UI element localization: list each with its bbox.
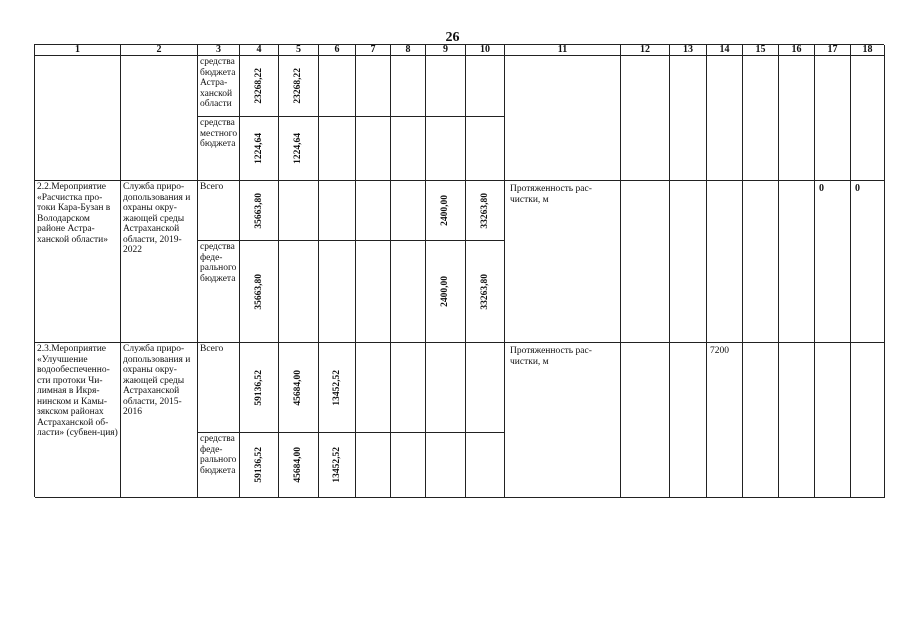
cont-col-2 (121, 56, 198, 181)
header-col-12: 12 (621, 45, 670, 56)
header-col-2: 2 (121, 45, 198, 56)
measure-2-2-total-col4: 35663,80 (240, 181, 279, 241)
header-col-1: 1 (35, 45, 121, 56)
header-col-3: 3 (198, 45, 240, 56)
measure-2-2-total-col9: 2400,00 (426, 181, 466, 241)
header-col-6: 6 (319, 45, 356, 56)
local-budget-col5: 1224,64 (279, 117, 319, 181)
cont-col-17 (815, 56, 851, 181)
measure-2-2-col15 (743, 181, 779, 343)
measure-2-2-name: 2.2.Мероприятие «Расчистка про-токи Кара-Бузан в Володарском районе Астра-ханской области» (35, 181, 121, 343)
header-col-11: 11 (505, 45, 621, 56)
cont-col-16 (779, 56, 815, 181)
measure-2-2-federal-col4: 35663,80 (240, 241, 279, 343)
measure-2-2-col17: 0 (815, 181, 851, 343)
measure-2-2-total-col10: 33263,80 (466, 181, 505, 241)
regional-budget-col9 (426, 56, 466, 117)
measure-2-3-federal-source: средства феде-рального бюджета (198, 433, 240, 498)
measure-2-3-indicator: Протяженность рас-чистки, м (505, 343, 621, 498)
measure-2-2-federal-col9: 2400,00 (426, 241, 466, 343)
regional-budget-col8 (391, 56, 426, 117)
measure-2-3-federal-col6: 13452,52 (319, 433, 356, 498)
measure-2-2-federal-source: средства феде-рального бюджета (198, 241, 240, 343)
cont-col-12 (621, 56, 670, 181)
measure-2-2-indicator: Протяженность рас-чистки, м (505, 181, 621, 343)
measure-2-2-federal-col10: 33263,80 (466, 241, 505, 343)
header-col-15: 15 (743, 45, 779, 56)
header-col-13: 13 (670, 45, 707, 56)
measure-2-3-federal-col5: 45684,00 (279, 433, 319, 498)
measure-2-3-federal-col7 (356, 433, 391, 498)
regional-budget-col6 (319, 56, 356, 117)
regional-budget-col10 (466, 56, 505, 117)
local-budget-source: средства местного бюджета (198, 117, 240, 181)
local-budget-col4: 1224,64 (240, 117, 279, 181)
local-budget-col9 (426, 117, 466, 181)
measure-2-3-total-col10 (466, 343, 505, 433)
measure-2-2-federal-col8 (391, 241, 426, 343)
header-col-9: 9 (426, 45, 466, 56)
header-col-7: 7 (356, 45, 391, 56)
budget-table (34, 44, 884, 497)
measure-2-3-total-source: Всего (198, 343, 240, 433)
measure-2-3-total-col8 (391, 343, 426, 433)
measure-2-2-col14 (707, 181, 743, 343)
cont-col-13 (670, 56, 707, 181)
measure-2-2-executor: Служба приро-допользования и охраны окру-жающей среды Астраханской области, 2019-2022 (121, 181, 198, 343)
measure-2-2-total-col7 (356, 181, 391, 241)
header-col-16: 16 (779, 45, 815, 56)
measure-2-3-total-col7 (356, 343, 391, 433)
header-col-5: 5 (279, 45, 319, 56)
measure-2-3-name: 2.3.Мероприятие «Улучшение водообеспеченно-сти протоки Чи-лимная в Икря-нинском и Камы-зякском районах Астраханской об-ласти» (субвен-ция) (35, 343, 121, 498)
header-col-14: 14 (707, 45, 743, 56)
header-col-10: 10 (466, 45, 505, 56)
measure-2-3-col13 (670, 343, 707, 498)
page-number: 26 (445, 30, 460, 45)
measure-2-2-federal-col6 (319, 241, 356, 343)
regional-budget-col5: 23268,22 (279, 56, 319, 117)
header-col-18: 18 (851, 45, 885, 56)
local-budget-col7 (356, 117, 391, 181)
local-budget-col8 (391, 117, 426, 181)
header-col-4: 4 (240, 45, 279, 56)
measure-2-3-federal-col10 (466, 433, 505, 498)
measure-2-2-col12 (621, 181, 670, 343)
regional-budget-col7 (356, 56, 391, 117)
measure-2-2-col16 (779, 181, 815, 343)
measure-2-3-total-col6: 13452,52 (319, 343, 356, 433)
measure-2-2-col18: 0 (851, 181, 885, 343)
regional-budget-source: средства бюджета Астра-ханской области (198, 56, 240, 117)
measure-2-2-total-col8 (391, 181, 426, 241)
measure-2-3-col14: 7200 (707, 343, 743, 498)
measure-2-3-federal-col8 (391, 433, 426, 498)
measure-2-3-federal-col9 (426, 433, 466, 498)
measure-2-3-total-col4: 59136,52 (240, 343, 279, 433)
measure-2-2-federal-col7 (356, 241, 391, 343)
cont-col-11 (505, 56, 621, 181)
measure-2-3-col16 (779, 343, 815, 498)
cont-col-14 (707, 56, 743, 181)
local-budget-col10 (466, 117, 505, 181)
measure-2-3-col18 (851, 343, 885, 498)
regional-budget-col4: 23268,22 (240, 56, 279, 117)
measure-2-2-total-col5 (279, 181, 319, 241)
cont-col-15 (743, 56, 779, 181)
cont-col-1 (35, 56, 121, 181)
measure-2-3-total-col9 (426, 343, 466, 433)
cont-col-18 (851, 56, 885, 181)
measure-2-3-col12 (621, 343, 670, 498)
measure-2-3-col15 (743, 343, 779, 498)
header-col-8: 8 (391, 45, 426, 56)
measure-2-3-total-col5: 45684,00 (279, 343, 319, 433)
local-budget-col6 (319, 117, 356, 181)
measure-2-3-federal-col4: 59136,52 (240, 433, 279, 498)
header-col-17: 17 (815, 45, 851, 56)
measure-2-2-total-source: Всего (198, 181, 240, 241)
measure-2-2-federal-col5 (279, 241, 319, 343)
measure-2-2-total-col6 (319, 181, 356, 241)
measure-2-2-col13 (670, 181, 707, 343)
measure-2-3-executor: Служба приро-допользования и охраны окру-жающей среды Астраханской области, 2015-2016 (121, 343, 198, 498)
measure-2-3-col17 (815, 343, 851, 498)
